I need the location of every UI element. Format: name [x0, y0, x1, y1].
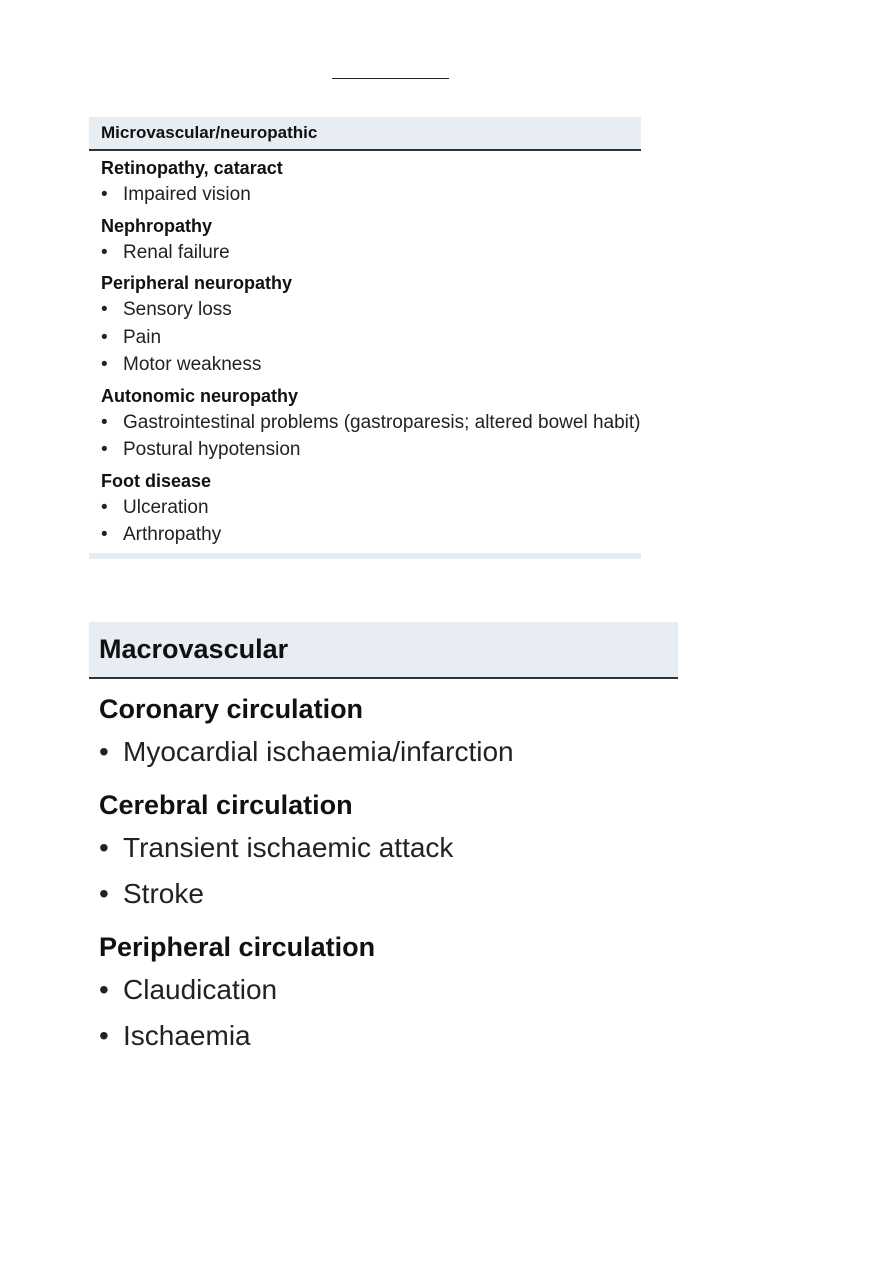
item-list — [89, 409, 641, 464]
list-item: • Ischaemia — [89, 1013, 678, 1059]
list-item: • Motor weakness — [89, 351, 641, 379]
item-list — [89, 181, 641, 209]
section-nephropathy — [89, 213, 641, 267]
item-list — [89, 729, 678, 775]
section-title: Autonomic neuropathy — [101, 385, 298, 406]
microvascular-table — [89, 117, 641, 559]
item-list — [89, 494, 641, 549]
microvascular-footer-band — [89, 553, 641, 559]
list-item: • Transient ischaemic attack — [89, 825, 678, 871]
list-item: • Ulceration — [89, 494, 641, 522]
item-list — [89, 296, 641, 379]
microvascular-header: Microvascular/neuropathic — [89, 117, 641, 151]
list-item: • Impaired vision — [89, 181, 641, 209]
macrovascular-header: Macrovascular — [89, 622, 678, 679]
list-item: • Postural hypotension — [89, 436, 641, 464]
section-autonomic-neuropathy — [89, 383, 641, 464]
section-title: Coronary circulation — [99, 694, 364, 724]
section-coronary-circulation — [89, 689, 678, 775]
section-title: Peripheral neuropathy — [101, 273, 293, 293]
list-item: • Stroke — [89, 871, 678, 917]
item-list — [89, 967, 678, 1059]
section-peripheral-neuropathy — [89, 270, 641, 379]
list-item: • Renal failure — [89, 239, 641, 267]
item-list — [89, 239, 641, 267]
section-cerebral-circulation — [89, 785, 678, 917]
item-list — [89, 825, 678, 917]
section-title: Foot disease — [101, 470, 212, 491]
section-peripheral-circulation — [89, 927, 678, 1059]
section-title: Peripheral circulation — [99, 932, 376, 962]
section-title: Cerebral circulation — [99, 790, 353, 820]
list-item: • Claudication — [89, 967, 678, 1013]
top-underline-rule — [332, 78, 449, 79]
list-item: • Gastrointestinal problems (gastroparesis; altered bowel habit) — [89, 409, 641, 437]
list-item: • Arthropathy — [89, 521, 641, 549]
macrovascular-table — [89, 622, 678, 1059]
list-item: • Pain — [89, 324, 641, 352]
list-item: • Myocardial ischaemia/infarction — [89, 729, 678, 775]
section-retinopathy — [89, 155, 641, 209]
section-title: Retinopathy, cataract — [101, 158, 283, 178]
section-foot-disease — [89, 468, 641, 549]
section-title: Nephropathy — [101, 215, 213, 236]
list-item: • Sensory loss — [89, 296, 641, 324]
